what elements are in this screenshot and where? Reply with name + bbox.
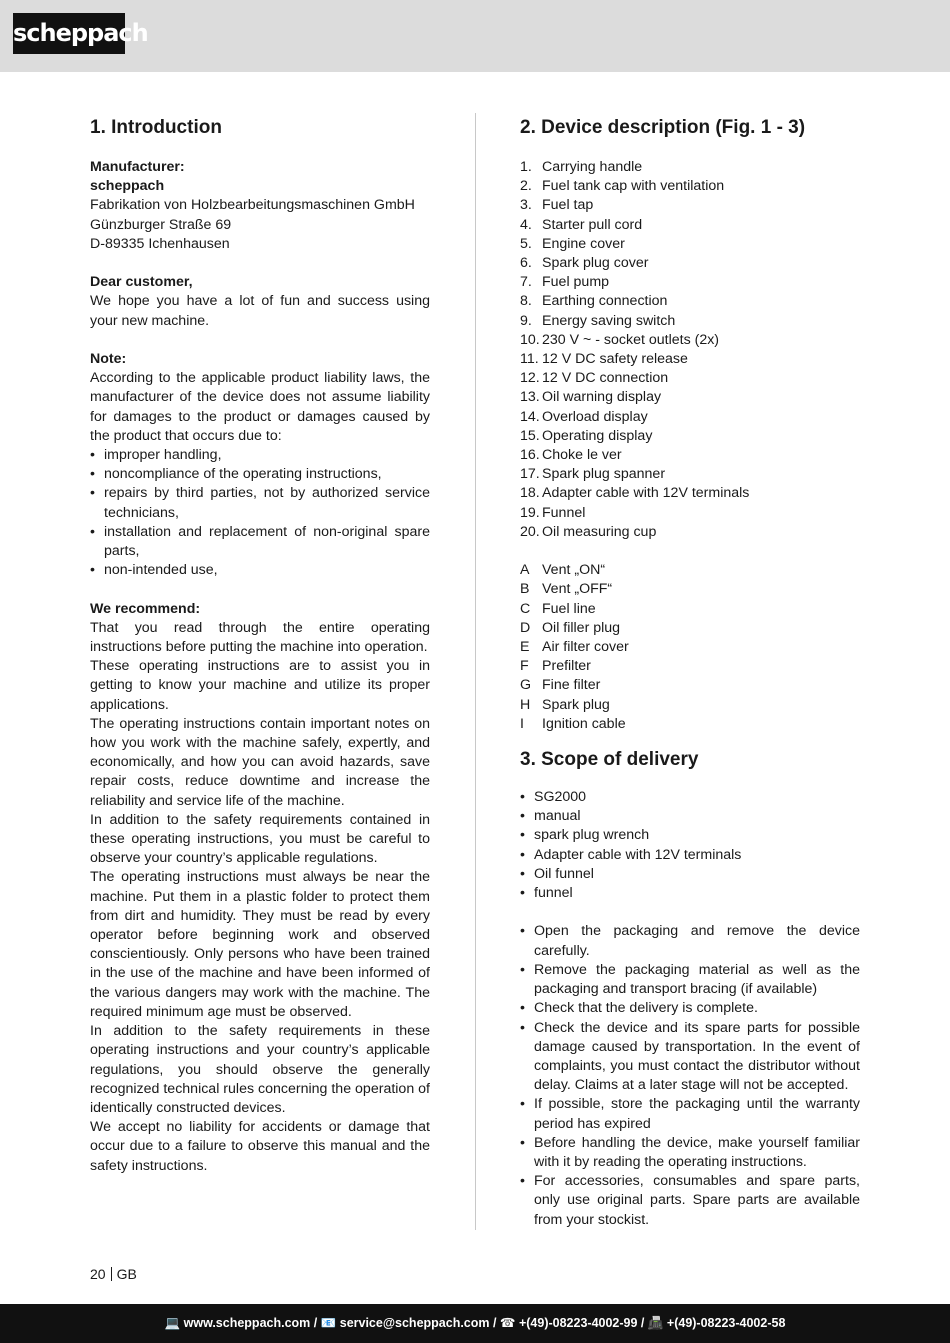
dear-customer-text: We hope you have a lot of fun and success using your new machine. (90, 293, 430, 329)
list-item: A Vent „ON“ (520, 562, 606, 579)
list-item: • Before handling the device, make yourself familiar with it by reading the operating instructions. (520, 1134, 860, 1172)
recommend-paragraph: That you read through the entire operating instructions before putting the machine into operation. (90, 619, 430, 656)
list-item: • Oil funnel (520, 865, 860, 884)
list-item: • installation and replacement of non-original spare parts, (90, 523, 430, 561)
scope-steps-list (520, 922, 860, 1229)
list-item: 2. Fuel tank cap with ventilation (520, 178, 725, 195)
list-item: 8. Earthing connection (520, 293, 668, 310)
list-item: • SG2000 (520, 788, 860, 807)
list-item: F Prefilter (520, 658, 591, 675)
list-item: I Ignition cable (520, 715, 626, 732)
list-item: 13. Oil warning display (520, 389, 662, 406)
dear-customer-label: Dear customer, (90, 274, 193, 291)
list-item: B Vent „OFF“ (520, 581, 613, 598)
recommend-paragraph: In addition to the safety requirements in these operating instructions and your country’s applicable regulations, you should observe the generally recognized technical rules concerning the operation of identically constructed devices. (90, 1023, 430, 1116)
device-lettered-list (520, 561, 860, 734)
note-text: According to the applicable product liability laws, the manufacturer of the device does not assume liability for damages to the product or damages caused by the product that occurs due to: (90, 370, 430, 444)
introduction-heading: 1. Introduction (90, 117, 222, 138)
page-number-separator (111, 1267, 112, 1281)
list-item: 10. 230 V ~ - socket outlets (2x) (520, 331, 720, 348)
list-item: 14. Overload display (520, 408, 648, 425)
page-number (90, 1265, 137, 1283)
address-line: D-89335 Ichenhausen (90, 235, 230, 252)
list-item: 11. 12 V DC safety release (520, 351, 688, 368)
list-item: 1. Carrying handle (520, 159, 643, 175)
list-item: 5. Engine cover (520, 235, 625, 252)
list-item: 9. Energy saving switch (520, 312, 676, 329)
list-item: 18. Adapter cable with 12V terminals (520, 485, 750, 502)
manufacturer-label: Manufacturer: (90, 159, 185, 175)
recommend-paragraph: The operating instructions contain important notes on how you work with the machine safely, expertly, and economically, and how you can avoid hazards, save repair costs, reduce downtime and increase the reliability and service life of the machine. (90, 715, 430, 809)
scope-items-list (520, 788, 860, 903)
list-item: • Remove the packaging material as well as the packaging and transport bracing (if available) (520, 961, 860, 999)
footer-bar (0, 1304, 950, 1343)
list-item: 16. Choke le ver (520, 447, 622, 464)
note-label: Note: (90, 351, 127, 367)
list-item: • funnel (520, 884, 860, 903)
list-item: 20. Oil measuring cup (520, 523, 657, 540)
list-item: 4. Starter pull cord (520, 216, 643, 233)
address-line: Fabrikation von Holzbearbeitungsmaschinen GmbH (90, 197, 415, 214)
list-item: • non-intended use, (90, 561, 430, 580)
recommend-paragraph: In addition to the safety requirements contained in these operating instructions, you must be careful to observe your country’s applicable regulations. (90, 811, 430, 867)
list-item: 17. Spark plug spanner (520, 466, 666, 483)
list-item: • Adapter cable with 12V terminals (520, 846, 860, 865)
list-item: H Spark plug (520, 696, 610, 713)
list-item: E Air filter cover (520, 639, 629, 656)
scheppach-logo: scheppach (13, 13, 125, 54)
list-item: • For accessories, consumables and spare parts, only use original parts. Spare parts are available from your stockist. (520, 1172, 860, 1230)
list-item: • manual (520, 807, 860, 826)
recommend-paragraph: These operating instructions are to assist you in getting to know your machine and utilize its proper applications. (90, 658, 430, 713)
list-item: G Fine filter (520, 677, 601, 694)
manufacturer-name: scheppach (90, 178, 165, 195)
list-item: • Check the device and its spare parts for possible damage caused by transportation. In the event of complaints, you must contact the distributor without delay. Claims at a later stage will not be accepted. (520, 1019, 860, 1096)
device-parts-list (520, 158, 860, 542)
header-bar (0, 0, 950, 72)
list-item: • Check that the delivery is complete. (520, 999, 860, 1018)
right-column (520, 116, 860, 1230)
list-item: • spark plug wrench (520, 826, 860, 845)
list-item: 7. Fuel pump (520, 274, 610, 291)
list-item: 3. Fuel tap (520, 197, 594, 214)
scope-of-delivery-heading: 3. Scope of delivery (520, 749, 699, 771)
list-item: • repairs by third parties, not by authorized service technicians, (90, 484, 430, 522)
recommend-paragraph: We accept no liability for accidents or damage that occur due to a failure to observe this manual and the safety instructions. (90, 1119, 430, 1174)
page-number-value: 20 (90, 1266, 106, 1282)
page-language: GB (116, 1266, 137, 1282)
left-column (90, 116, 430, 1176)
recommend-label: We recommend: (90, 600, 201, 617)
device-description-heading: 2. Device description (Fig. 1 - 3) (520, 117, 806, 138)
list-item: D Oil filler plug (520, 619, 621, 636)
column-divider (475, 113, 476, 1230)
list-item: 6. Spark plug cover (520, 255, 649, 272)
address-line: Günzburger Straße 69 (90, 216, 232, 233)
note-bullet-list (90, 446, 430, 580)
list-item: 19. Funnel (520, 504, 586, 521)
list-item: • improper handling, (90, 446, 430, 465)
list-item: 15. Operating display (520, 427, 653, 444)
list-item: • If possible, store the packaging until the warranty period has expired (520, 1095, 860, 1133)
list-item: • Open the packaging and remove the device carefully. (520, 922, 860, 960)
list-item: • noncompliance of the operating instructions, (90, 465, 430, 484)
recommend-paragraph: The operating instructions must always be near the machine. Put them in a plastic folder to protect them from dirt and humidity. They must be read by every operator before beginning work and observed conscientiously. Only persons who have been trained in the use of the machine and have been informed of the various dangers may work with the machine. The required minimum age must be observed. (90, 869, 430, 1020)
list-item: C Fuel line (520, 600, 596, 617)
footer-contact-text: 💻 www.scheppach.com / 📧 service@scheppach.com / ☎ +(49)-08223-4002-99 / 📠 +(49)-08223-4002-58 (164, 1316, 786, 1330)
list-item: 12. 12 V DC connection (520, 370, 669, 387)
